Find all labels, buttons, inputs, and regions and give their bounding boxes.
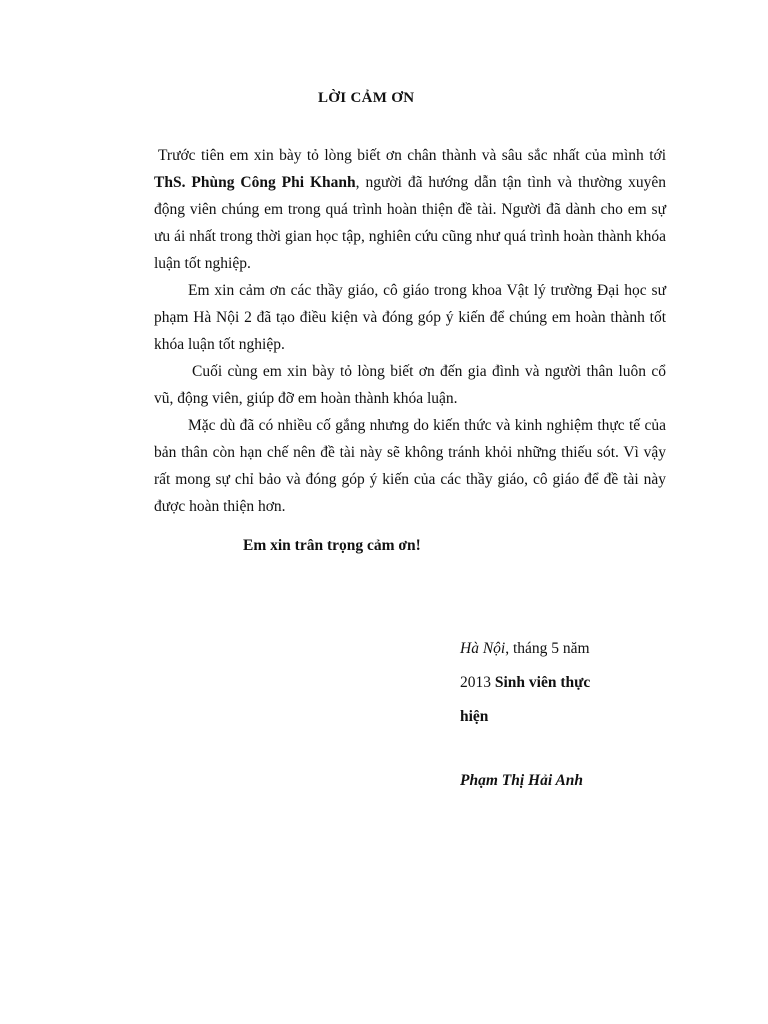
signature-role: Sinh viên thực (494, 674, 591, 691)
paragraph-4: Mặc dù đã có nhiều cố gắng nhưng do kiến thức và kinh nghiệm thực tế của bản thân còn hạn chế nên đề tài này sẽ không tránh khỏi những thiếu sót. Vì vậy rất mong sự chỉ bảo và đóng góp ý kiến của các thầy giáo, cô giáo để đề tài này được hoàn thiện hơn. (154, 417, 666, 515)
paragraph-1 (154, 142, 666, 277)
paragraph-2: Em xin cảm ơn các thầy giáo, cô giáo trong khoa Vật lý trường Đại học sư phạm Hà Nội 2 đã tạo điều kiện và đóng góp ý kiến để chúng em hoàn thành tốt khóa luận tốt nghiệp. (154, 282, 666, 353)
paragraph-1-before: Trước tiên em xin bày tỏ lòng biết ơn chân thành và sâu sắc nhất của mình tới (158, 147, 666, 164)
signature-date-line (460, 636, 640, 670)
signature-date: , tháng 5 năm (505, 640, 590, 657)
signature-year-line (460, 670, 640, 704)
signature-name: Phạm Thị Hải Anh (460, 772, 584, 789)
closing-thanks: Em xin trân trọng cảm ơn! (243, 537, 421, 554)
signature-block (460, 636, 640, 790)
paragraph-1-after: , người đã hướng dẫn tận tình và thường xuyên động viên chúng em trong quá trình hoàn thiện đề tài. Người đã dành cho em sự ưu ái nhất trong thời gian học tập, nghiên cứu cũng như quá trình hoàn thành khóa luận tốt nghiệp. (154, 174, 666, 272)
signature-year: 2013 (460, 674, 491, 691)
document-body (154, 142, 666, 520)
signature-place: Hà Nội (460, 640, 506, 657)
advisor-name: ThS. Phùng Công Phi Khanh (154, 174, 356, 191)
page-title: LỜI CẢM ƠN (318, 90, 415, 106)
signature-role-cont: hiện (460, 708, 489, 725)
paragraph-3: Cuối cùng em xin bày tỏ lòng biết ơn đến gia đình và người thân luôn cổ vũ, động viên, giúp đỡ em hoàn thành khóa luận. (154, 363, 666, 407)
